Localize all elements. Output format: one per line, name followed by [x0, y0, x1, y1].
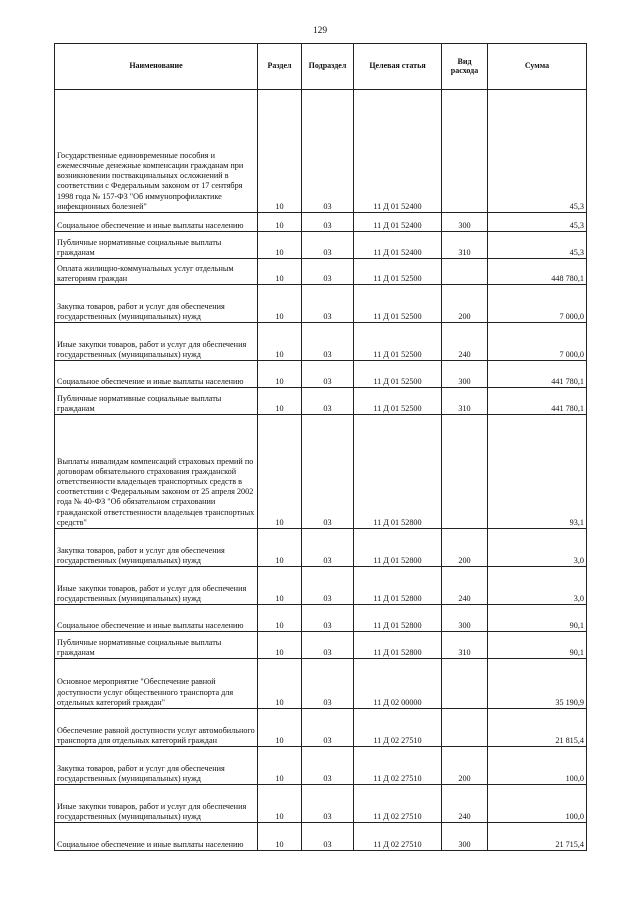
cell-sum: 441 780,1	[488, 388, 587, 415]
cell-subsection: 03	[302, 213, 354, 232]
cell-section: 10	[258, 659, 302, 709]
cell-section: 10	[258, 285, 302, 323]
cell-subsection: 03	[302, 529, 354, 567]
cell-type: 310	[442, 232, 488, 259]
cell-target: 11 Д 01 52500	[354, 388, 442, 415]
cell-subsection: 03	[302, 747, 354, 785]
cell-subsection: 03	[302, 323, 354, 361]
cell-subsection: 03	[302, 259, 354, 285]
cell-section: 10	[258, 232, 302, 259]
header-section: Раздел	[258, 44, 302, 90]
table-row	[55, 605, 587, 632]
cell-sum: 90,1	[488, 632, 587, 659]
cell-sum: 35 190,9	[488, 659, 587, 709]
cell-sum: 45,3	[488, 90, 587, 213]
cell-type	[442, 415, 488, 529]
cell-target: 11 Д 02 27510	[354, 785, 442, 823]
cell-sum: 448 780,1	[488, 259, 587, 285]
cell-section: 10	[258, 361, 302, 388]
cell-target: 11 Д 01 52500	[354, 361, 442, 388]
table-row	[55, 388, 587, 415]
cell-type	[442, 709, 488, 747]
cell-type: 300	[442, 823, 488, 851]
cell-section: 10	[258, 567, 302, 605]
table-row	[55, 259, 587, 285]
cell-subsection: 03	[302, 605, 354, 632]
cell-section: 10	[258, 529, 302, 567]
budget-table	[54, 43, 587, 851]
table-row	[55, 632, 587, 659]
cell-subsection: 03	[302, 415, 354, 529]
cell-subsection: 03	[302, 361, 354, 388]
cell-type: 200	[442, 747, 488, 785]
cell-target: 11 Д 01 52800	[354, 415, 442, 529]
header-sum: Сумма	[488, 44, 587, 90]
cell-target: 11 Д 01 52800	[354, 605, 442, 632]
cell-name: Социальное обеспечение и иные выплаты населению	[55, 213, 258, 232]
cell-sum: 441 780,1	[488, 361, 587, 388]
cell-section: 10	[258, 259, 302, 285]
table-row	[55, 90, 587, 213]
cell-sum: 45,3	[488, 232, 587, 259]
cell-name: Выплаты инвалидам компенсаций страховых премий по договорам обязательного страхования гражданской ответственности владельцев транспортных средств в соответствии с Федеральным законом от 25 апреля 2002 года № 40-ФЗ "Об обязательном страховании гражданской ответственности владельцев транспортных средств"	[55, 415, 258, 529]
cell-sum: 21 715,4	[488, 823, 587, 851]
cell-sum: 100,0	[488, 785, 587, 823]
cell-name: Обеспечение равной доступности услуг автомобильного транспорта для отдельных категорий граждан	[55, 709, 258, 747]
cell-name: Государственные единовременные пособия и ежемесячные денежные компенсации гражданам при возникновении поствакцинальных осложнений в соответствии с Федеральным законом от 17 сентября 1998 года № 157-ФЗ "Об иммунопрофилактике инфекционных болезней"	[55, 90, 258, 213]
cell-name: Публичные нормативные социальные выплаты гражданам	[55, 388, 258, 415]
cell-name: Публичные нормативные социальные выплаты гражданам	[55, 232, 258, 259]
cell-type: 300	[442, 213, 488, 232]
cell-type	[442, 659, 488, 709]
cell-name: Иные закупки товаров, работ и услуг для обеспечения государственных (муниципальных) нужд	[55, 785, 258, 823]
table-row	[55, 567, 587, 605]
cell-subsection: 03	[302, 709, 354, 747]
cell-target: 11 Д 01 52400	[354, 213, 442, 232]
cell-target: 11 Д 02 27510	[354, 823, 442, 851]
cell-target: 11 Д 01 52400	[354, 232, 442, 259]
cell-section: 10	[258, 605, 302, 632]
table-row	[55, 232, 587, 259]
cell-type: 300	[442, 361, 488, 388]
table-row	[55, 823, 587, 851]
table-header-row	[55, 44, 587, 90]
cell-section: 10	[258, 323, 302, 361]
cell-name: Закупка товаров, работ и услуг для обеспечения государственных (муниципальных) нужд	[55, 285, 258, 323]
cell-type: 240	[442, 323, 488, 361]
cell-section: 10	[258, 747, 302, 785]
cell-sum: 21 815,4	[488, 709, 587, 747]
header-subsection: Подраздел	[302, 44, 354, 90]
table-row	[55, 361, 587, 388]
header-type: Вид расхода	[442, 44, 488, 90]
cell-subsection: 03	[302, 90, 354, 213]
cell-section: 10	[258, 90, 302, 213]
cell-target: 11 Д 01 52800	[354, 632, 442, 659]
cell-type: 200	[442, 285, 488, 323]
table-row	[55, 529, 587, 567]
cell-subsection: 03	[302, 232, 354, 259]
cell-name: Основное мероприятие "Обеспечение равной доступности услуг общественного транспорта для отдельных категорий граждан"	[55, 659, 258, 709]
cell-section: 10	[258, 823, 302, 851]
cell-type: 240	[442, 567, 488, 605]
table-row	[55, 415, 587, 529]
cell-target: 11 Д 01 52800	[354, 529, 442, 567]
cell-name: Социальное обеспечение и иные выплаты населению	[55, 361, 258, 388]
cell-type: 310	[442, 388, 488, 415]
cell-type: 300	[442, 605, 488, 632]
header-target: Целевая статья	[354, 44, 442, 90]
cell-name: Закупка товаров, работ и услуг для обеспечения государственных (муниципальных) нужд	[55, 747, 258, 785]
cell-sum: 45,3	[488, 213, 587, 232]
table-row	[55, 285, 587, 323]
cell-target: 11 Д 01 52500	[354, 323, 442, 361]
cell-section: 10	[258, 709, 302, 747]
cell-subsection: 03	[302, 823, 354, 851]
cell-name: Иные закупки товаров, работ и услуг для обеспечения государственных (муниципальных) нужд	[55, 567, 258, 605]
table-row	[55, 659, 587, 709]
cell-target: 11 Д 02 27510	[354, 709, 442, 747]
cell-target: 11 Д 02 27510	[354, 747, 442, 785]
cell-name: Социальное обеспечение и иные выплаты населению	[55, 823, 258, 851]
table-row	[55, 747, 587, 785]
cell-subsection: 03	[302, 632, 354, 659]
cell-sum: 7 000,0	[488, 323, 587, 361]
cell-target: 11 Д 01 52400	[354, 90, 442, 213]
cell-section: 10	[258, 213, 302, 232]
cell-name: Иные закупки товаров, работ и услуг для обеспечения государственных (муниципальных) нужд	[55, 323, 258, 361]
cell-subsection: 03	[302, 285, 354, 323]
cell-name: Публичные нормативные социальные выплаты гражданам	[55, 632, 258, 659]
cell-type: 310	[442, 632, 488, 659]
table-row	[55, 213, 587, 232]
cell-sum: 3,0	[488, 567, 587, 605]
cell-section: 10	[258, 388, 302, 415]
cell-sum: 90,1	[488, 605, 587, 632]
cell-type	[442, 259, 488, 285]
table-row	[55, 785, 587, 823]
cell-subsection: 03	[302, 785, 354, 823]
cell-type: 200	[442, 529, 488, 567]
cell-name: Закупка товаров, работ и услуг для обеспечения государственных (муниципальных) нужд	[55, 529, 258, 567]
cell-sum: 93,1	[488, 415, 587, 529]
cell-type: 240	[442, 785, 488, 823]
cell-sum: 7 000,0	[488, 285, 587, 323]
cell-subsection: 03	[302, 567, 354, 605]
cell-sum: 3,0	[488, 529, 587, 567]
cell-target: 11 Д 01 52500	[354, 259, 442, 285]
cell-subsection: 03	[302, 388, 354, 415]
cell-subsection: 03	[302, 659, 354, 709]
header-name: Наименование	[55, 44, 258, 90]
cell-target: 11 Д 02 00000	[354, 659, 442, 709]
cell-section: 10	[258, 785, 302, 823]
table-row	[55, 323, 587, 361]
cell-name: Оплата жилищно-коммунальных услуг отдельным категориям граждан	[55, 259, 258, 285]
cell-target: 11 Д 01 52800	[354, 567, 442, 605]
cell-name: Социальное обеспечение и иные выплаты населению	[55, 605, 258, 632]
page-number: 129	[312, 26, 328, 36]
cell-type	[442, 90, 488, 213]
table-row	[55, 709, 587, 747]
cell-section: 10	[258, 632, 302, 659]
cell-target: 11 Д 01 52500	[354, 285, 442, 323]
cell-sum: 100,0	[488, 747, 587, 785]
cell-section: 10	[258, 415, 302, 529]
